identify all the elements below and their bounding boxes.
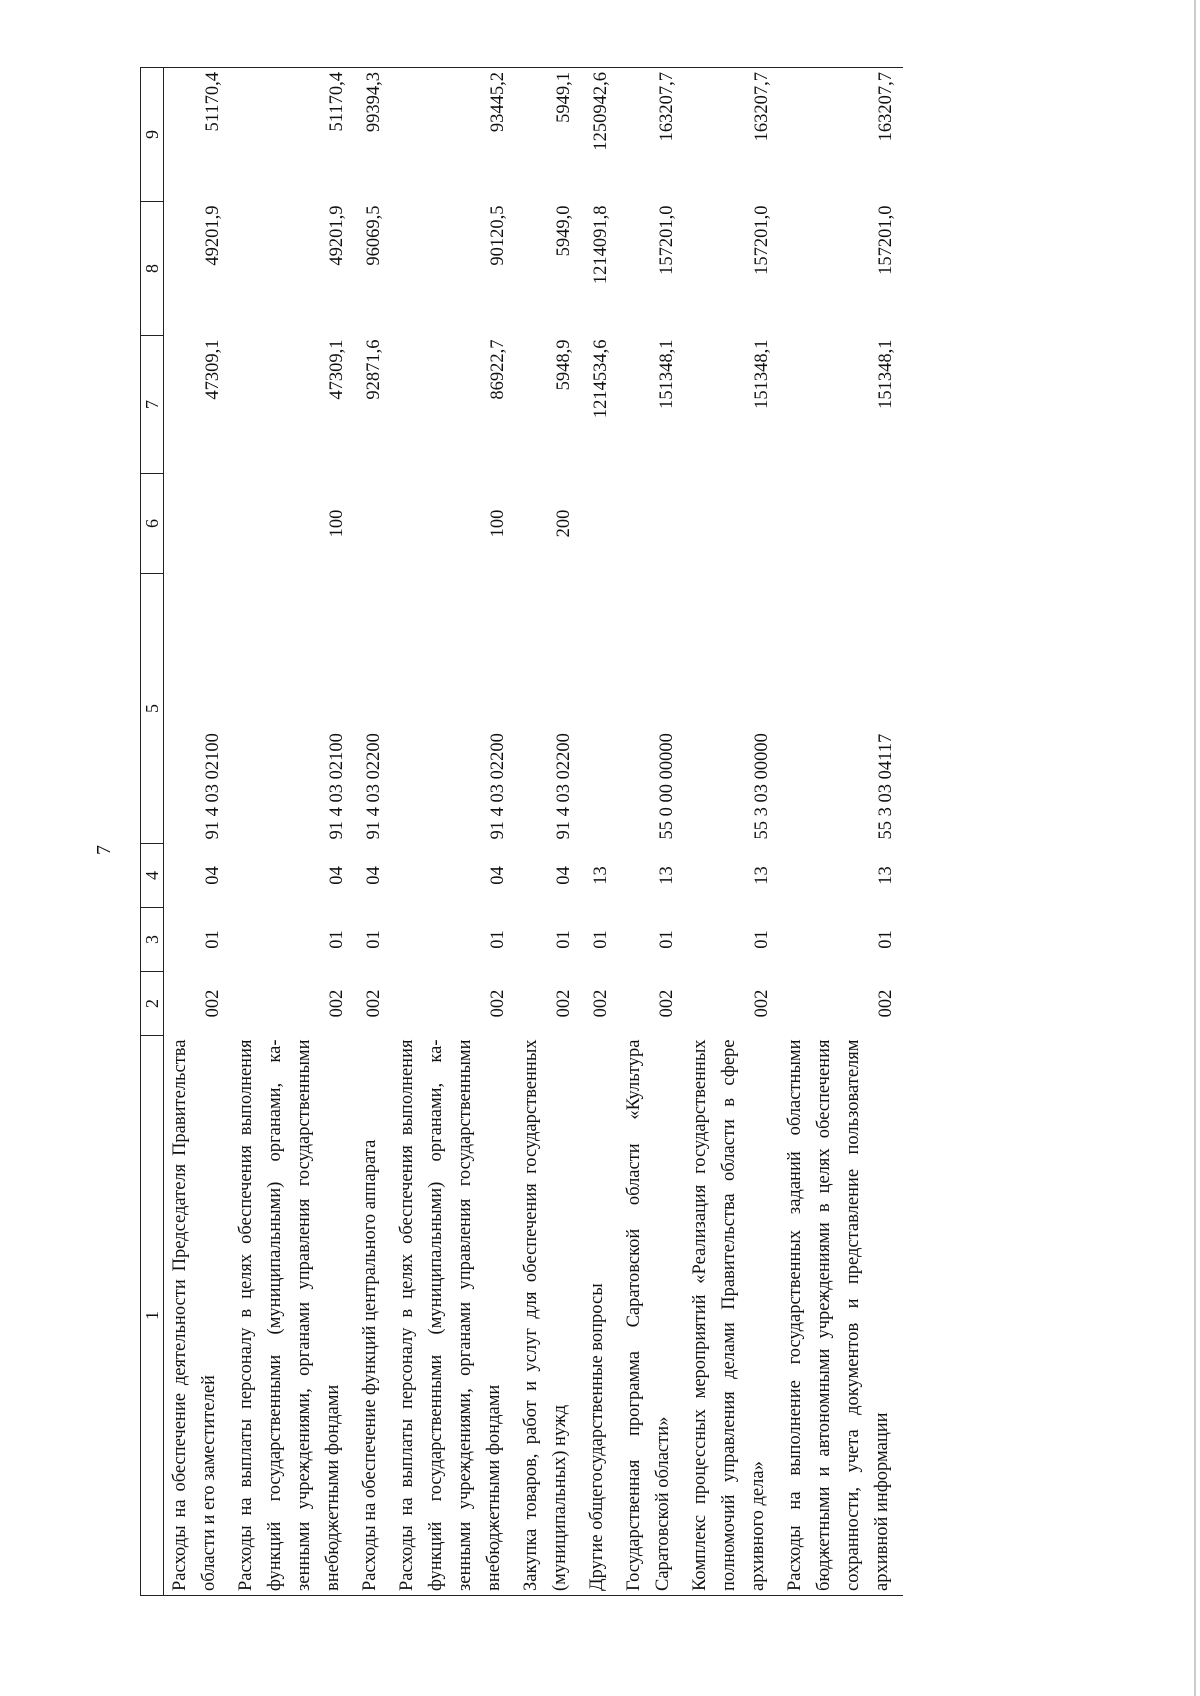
- cell-ministry-code: 002: [752, 989, 772, 1018]
- cell-amount-year1: 151348,1: [752, 339, 772, 409]
- cell-section: 01: [554, 930, 574, 949]
- cell-ministry-code: 002: [554, 989, 574, 1018]
- table-header-row: [141, 68, 164, 1596]
- cell-expense-type: 100: [488, 509, 508, 538]
- table-row: [779, 68, 903, 1596]
- cell-ministry-code: 002: [203, 989, 223, 1018]
- cell-expense-type: [618, 474, 684, 574]
- cell-subsection: 04: [364, 866, 384, 885]
- cell-amount-year3: 163207,7: [618, 68, 684, 202]
- cell-amount-year1: 92871,6: [364, 339, 384, 400]
- cell-target-article: 91 4 03 02200: [364, 733, 384, 840]
- cell-amount-year3: 51170,4: [230, 68, 354, 202]
- cell-amount-year3: 1250942,6: [581, 68, 618, 202]
- table-row: [230, 68, 354, 1596]
- cell-ministry-code: 002: [364, 989, 384, 1018]
- cell-subsection: 04: [554, 866, 574, 885]
- cell-target-article: 55 3 03 00000: [752, 733, 772, 840]
- table-row: [354, 68, 391, 1596]
- page-number: 7: [93, 845, 115, 855]
- cell-amount-year1: 151348,1: [657, 339, 677, 409]
- row-description: Расходы на обеспечение функций центрального аппарата: [354, 1036, 391, 1596]
- cell-section: 01: [203, 930, 223, 949]
- column-header: 3: [141, 908, 164, 972]
- cell-target-article: 91 4 03 02100: [203, 733, 223, 840]
- cell-amount-year2: 157201,0: [657, 205, 677, 275]
- cell-section: 01: [488, 930, 508, 949]
- cell-amount-year3: 163207,7: [779, 68, 903, 202]
- cell-amount-year3: 163207,7: [684, 68, 779, 202]
- cell-target-article: 55 3 03 04117: [876, 733, 896, 840]
- cell-amount-year3: 5949,1: [515, 68, 581, 202]
- cell-target-article: 55 0 00 00000: [657, 733, 677, 840]
- column-header: 7: [141, 336, 164, 474]
- cell-section: 01: [327, 930, 347, 949]
- table-row: [164, 68, 231, 1596]
- cell-amount-year2: 90120,5: [488, 205, 508, 266]
- cell-target-article: [581, 574, 618, 844]
- cell-amount-year1: 151348,1: [876, 339, 896, 409]
- cell-amount-year1: 86922,7: [488, 339, 508, 400]
- column-header: 8: [141, 202, 164, 336]
- cell-expense-type: [779, 474, 903, 574]
- row-description: Расходы на выплаты персоналу в целях обеспечения выполнения функций государственными (муниципальными) органами, казенными учреждениями, органами управления государственными внебюджетными фондами: [230, 1036, 354, 1596]
- cell-target-article: 91 4 03 02200: [488, 733, 508, 840]
- cell-ministry-code: 002: [591, 989, 611, 1018]
- cell-amount-year1: 1214534,6: [591, 339, 611, 419]
- cell-amount-year2: 49201,9: [203, 205, 223, 266]
- row-description: Закупка товаров, работ и услуг для обеспечения государственных (муниципальных) нужд: [515, 1036, 581, 1596]
- cell-section: 01: [876, 930, 896, 949]
- rotated-table-container: [140, 68, 1080, 1596]
- table-body: [164, 68, 904, 1596]
- cell-subsection: 04: [327, 866, 347, 885]
- cell-ministry-code: 002: [657, 989, 677, 1018]
- cell-subsection: 13: [876, 866, 896, 885]
- cell-section: 01: [657, 930, 677, 949]
- row-description: Государственная программа Саратовской области «Культура Саратовской области»: [618, 1036, 684, 1596]
- cell-amount-year1: 47309,1: [203, 339, 223, 400]
- cell-amount-year3: 99394,3: [354, 68, 391, 202]
- cell-section: 01: [364, 930, 384, 949]
- cell-amount-year2: 96069,5: [364, 205, 384, 266]
- column-header: 9: [141, 68, 164, 202]
- table-row: [515, 68, 581, 1596]
- column-header: 2: [141, 972, 164, 1036]
- page-edge-line: [1194, 0, 1196, 1696]
- table-row: [618, 68, 684, 1596]
- cell-expense-type: [354, 474, 391, 574]
- cell-expense-type: [164, 474, 231, 574]
- cell-amount-year3: 93445,2: [391, 68, 515, 202]
- cell-subsection: 04: [488, 866, 508, 885]
- cell-section: 01: [591, 930, 611, 949]
- cell-expense-type: [581, 474, 618, 574]
- row-description: Расходы на выполнение государственных заданий областными бюджетными и автономными учреждениями в целях обеспечения сохранности, учета документов и представление пользователям архивной информации: [779, 1036, 903, 1596]
- cell-expense-type: 100: [327, 509, 347, 538]
- cell-amount-year2: 1214091,8: [591, 205, 611, 285]
- cell-expense-type: 200: [554, 509, 574, 538]
- row-description: Расходы на обеспечение деятельности Председателя Правительства области и его заместителей: [164, 1036, 231, 1596]
- cell-subsection: 04: [203, 866, 223, 885]
- table-row: [684, 68, 779, 1596]
- row-description: Другие общегосударственные вопросы: [581, 1036, 618, 1596]
- table-row: [581, 68, 618, 1596]
- column-header: 6: [141, 474, 164, 574]
- table-row: [391, 68, 515, 1596]
- row-description: Расходы на выплаты персоналу в целях обеспечения выполнения функций государственными (муниципальными) органами, казенными учреждениями, органами управления государственными внебюджетными фондами: [391, 1036, 515, 1596]
- cell-subsection: 13: [591, 866, 611, 885]
- cell-amount-year2: 5949,0: [554, 205, 574, 257]
- row-description: Комплекс процессных мероприятий «Реализация государственных полномочий управления делами Правительства области в сфере архивного дела»: [684, 1036, 779, 1596]
- cell-ministry-code: 002: [488, 989, 508, 1018]
- cell-amount-year1: 5948,9: [554, 339, 574, 391]
- cell-amount-year1: 47309,1: [327, 339, 347, 400]
- cell-amount-year2: 157201,0: [876, 205, 896, 275]
- column-header: 4: [141, 844, 164, 908]
- cell-amount-year3: 51170,4: [164, 68, 231, 202]
- cell-ministry-code: 002: [327, 989, 347, 1018]
- cell-amount-year2: 49201,9: [327, 205, 347, 266]
- budget-table: [140, 67, 903, 1596]
- column-header: 5: [141, 574, 164, 844]
- column-header: 1: [141, 1036, 164, 1596]
- cell-target-article: 91 4 03 02100: [327, 733, 347, 840]
- cell-amount-year2: 157201,0: [752, 205, 772, 275]
- cell-subsection: 13: [752, 866, 772, 885]
- cell-ministry-code: 002: [876, 989, 896, 1018]
- cell-expense-type: [684, 474, 779, 574]
- cell-subsection: 13: [657, 866, 677, 885]
- cell-section: 01: [752, 930, 772, 949]
- cell-target-article: 91 4 03 02200: [554, 733, 574, 840]
